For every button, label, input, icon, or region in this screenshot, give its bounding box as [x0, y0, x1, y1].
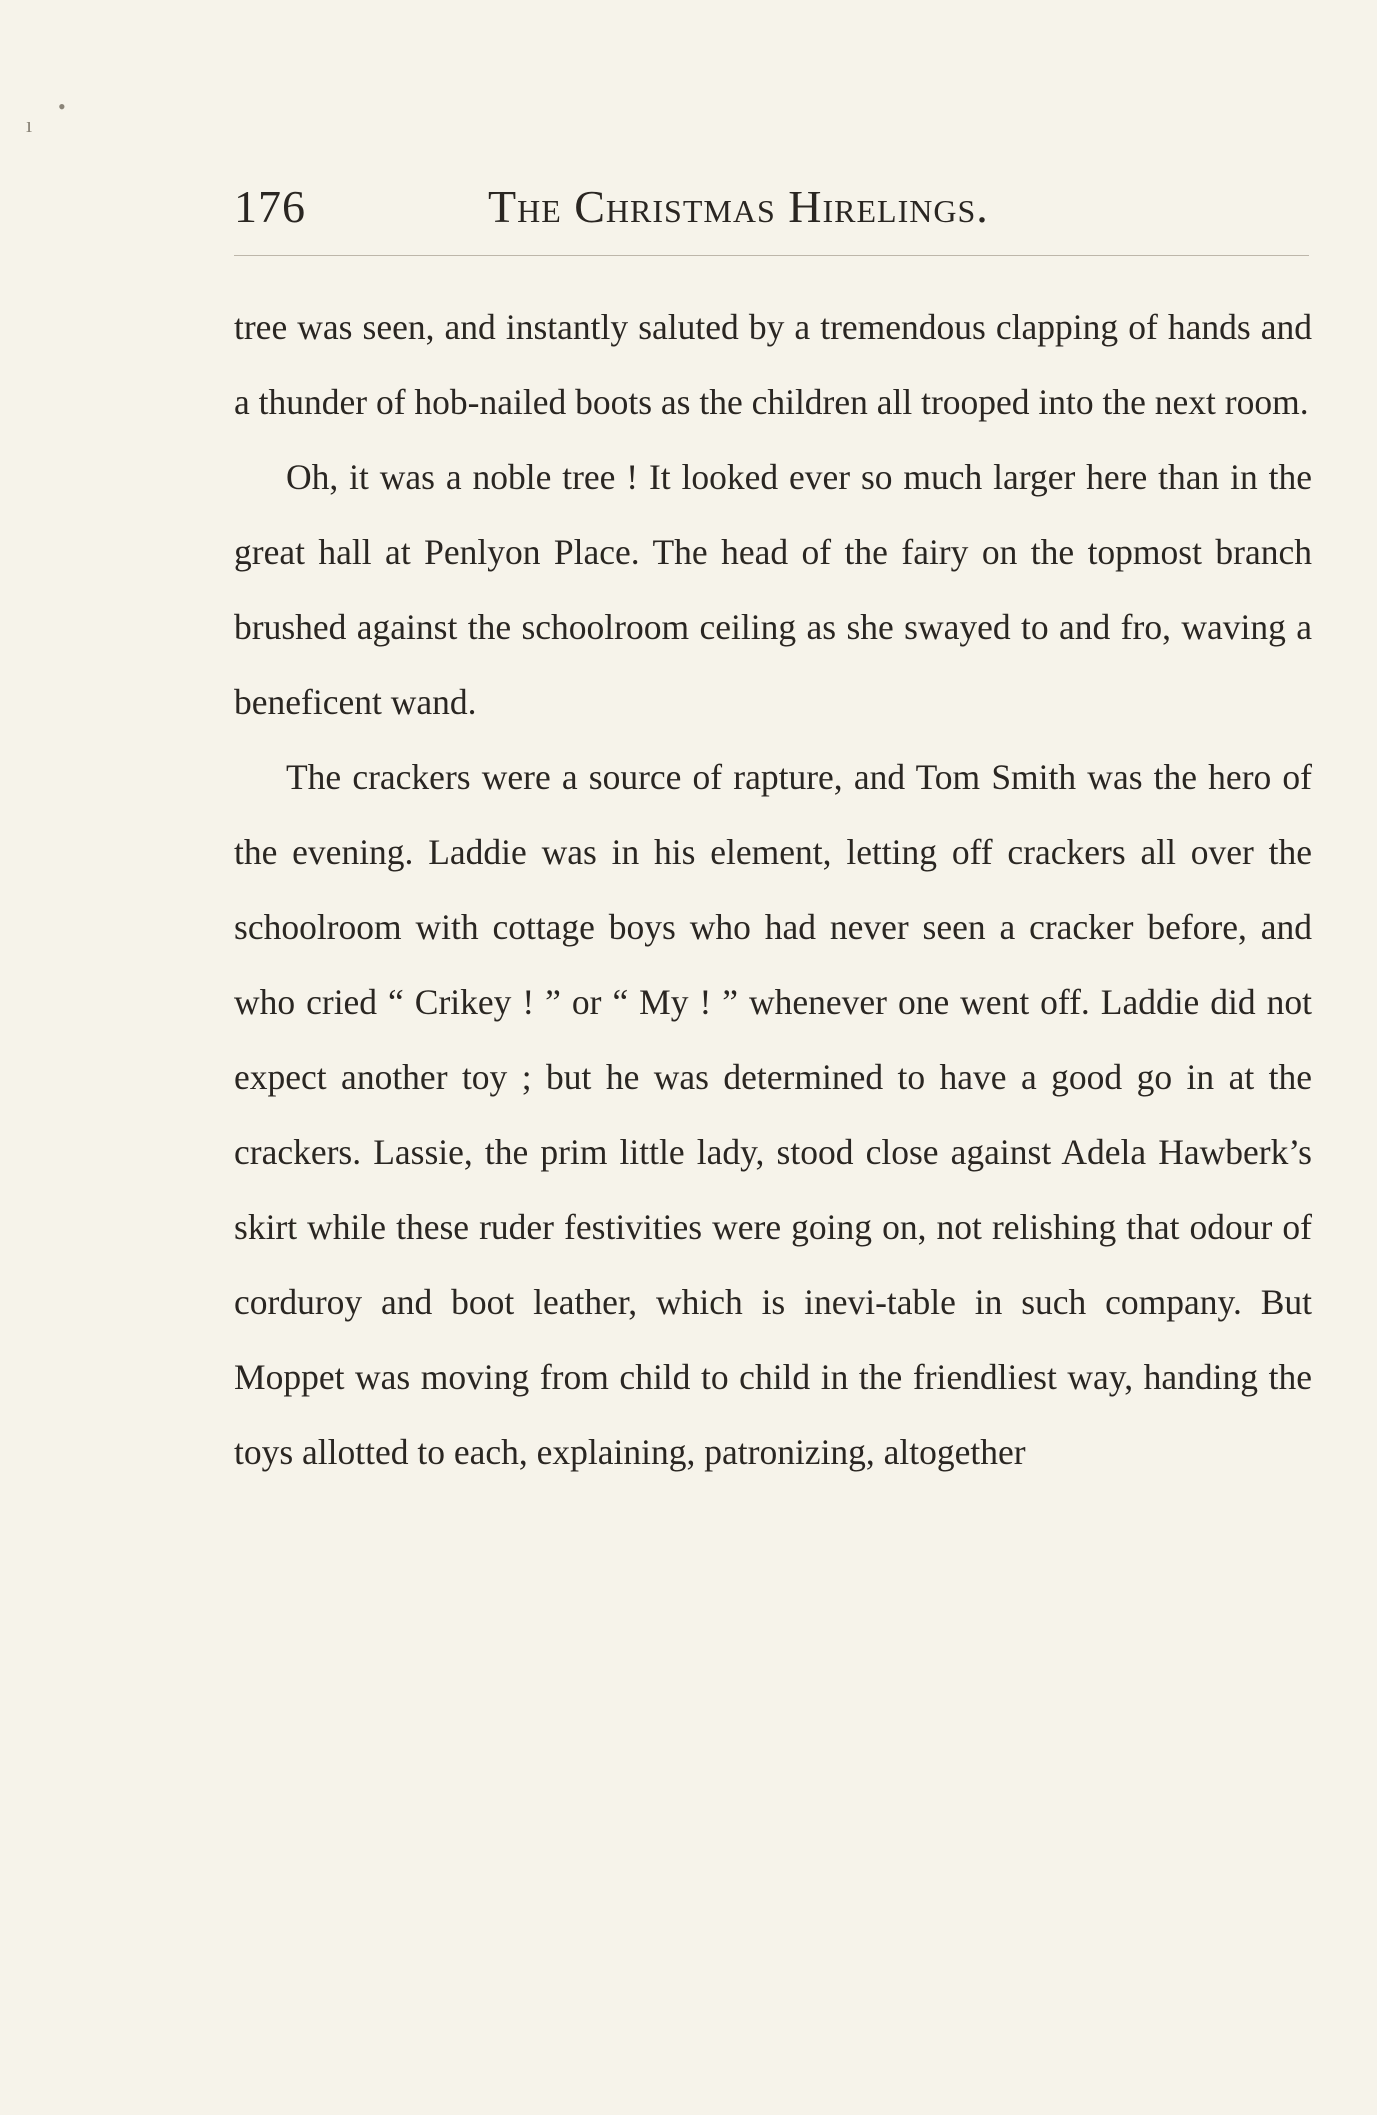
- body-text: [234, 290, 1312, 1490]
- running-header: [234, 180, 1309, 236]
- margin-mark: •: [58, 94, 66, 119]
- paragraph: tree was seen, and instantly saluted by a tremendous clapping of hands and a thunder of hob-nailed boots as the children all trooped into the next room.: [234, 307, 1312, 422]
- paragraph: The crackers were a source of rapture, and Tom Smith was the hero of the evening. Laddie was in his element, letting off crackers all over the schoolroom with cottage boys who had never seen a cracker before, and who cried “ Crikey ! ” or “ My ! ” whenever one went off. Laddie did not expect another toy ; but he was determined to have a good go in at the crackers. Lassie, the prim little lady, stood close against Adela Hawberk’s skirt while these ruder festivities were going on, not relishing that odour of corduroy and boot leather, which is inevi-table in such company. But Moppet was moving from child to child in the friendliest way, handing the toys allotted to each, explaining, patronizing, altogether: [234, 757, 1312, 1472]
- running-title: The Christmas Hirelings.: [488, 181, 989, 232]
- margin-mark: ı: [26, 112, 33, 137]
- paragraph: Oh, it was a noble tree ! It looked ever so much larger here than in the great hall at Penlyon Place. The head of the fairy on the topmost branch brushed against the schoolroom ceiling as she swayed to and fro, waving a beneficent wand.: [234, 457, 1312, 722]
- page-number: 176: [234, 181, 306, 232]
- header-rule: [234, 255, 1309, 256]
